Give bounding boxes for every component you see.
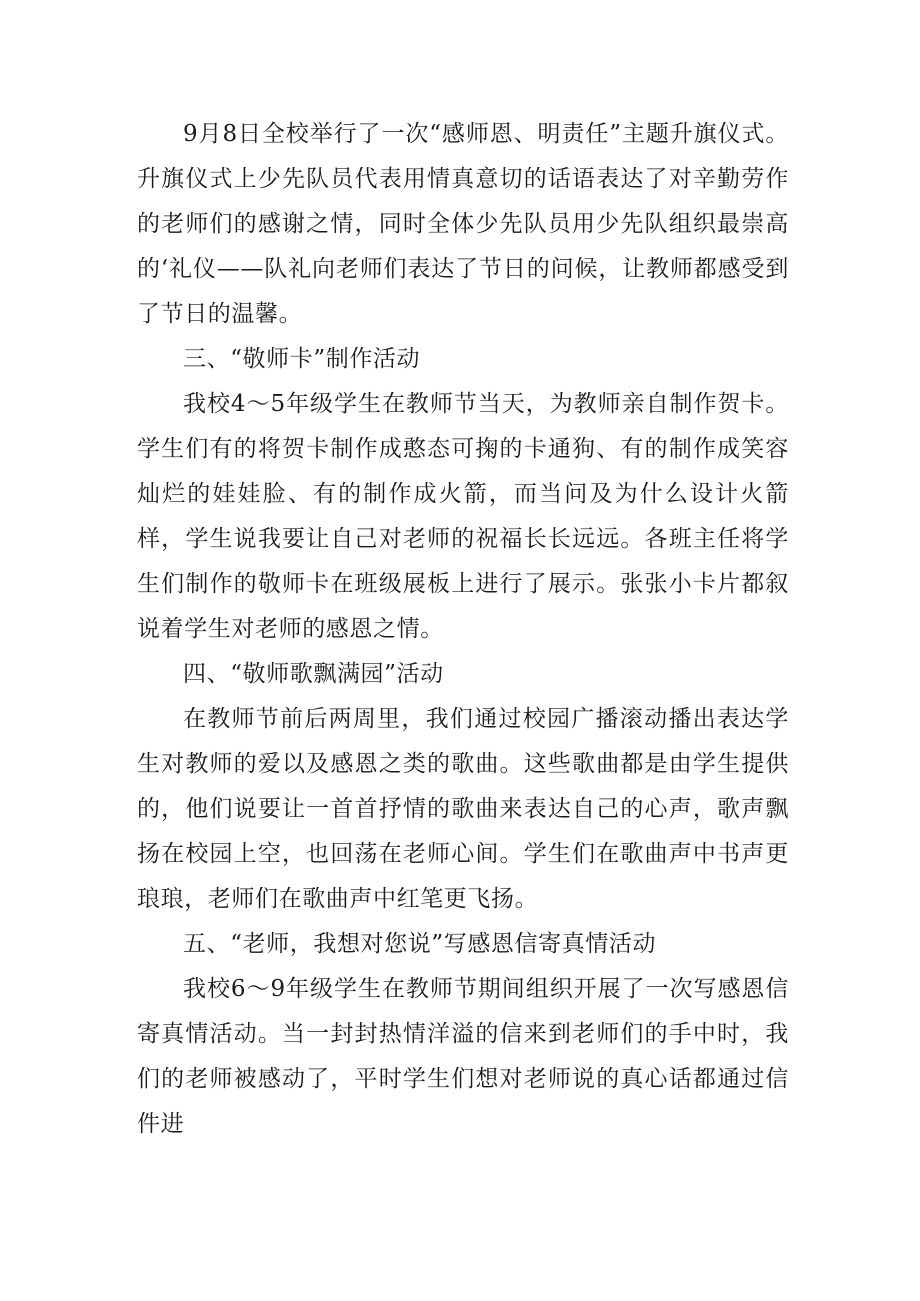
paragraph-thank-you-letters: 我校6～9年级学生在教师节期间组织开展了一次写感恩信寄真情活动。当一封封热情洋溢的信来到老师们的手中时，我们的老师被感动了，平时学生们想对老师说的真心话都通过信件进	[137, 976, 789, 1137]
paragraph-flag-raising: 9月8日全校举行了一次“感师恩、明责任”主题升旗仪式。升旗仪式上少先队员代表用情真意切的话语表达了对辛勤劳作的老师们的感谢之情，同时全体少先队员用少先队组织最崇高的‘礼仪——队礼向老师们表达了节日的问候，让教师都感受到了节日的温馨。	[137, 121, 789, 327]
paragraph-songs: 在教师节前后两周里，我们通过校园广播滚动播出表达学生对教师的爱以及感恩之类的歌曲。这些歌曲都是由学生提供的，他们说要让一首首抒情的歌曲来表达自己的心声，歌声飘扬在校园上空，也回荡在老师心间。学生们在歌曲声中书声更琅琅，老师们在歌曲声中红笔更飞扬。	[137, 706, 789, 912]
document-body	[137, 112, 789, 1147]
paragraph-teacher-cards: 我校4～5年级学生在教师节当天，为教师亲自制作贺卡。学生们有的将贺卡制作成憨态可掬的卡通狗、有的制作成笑容灿烂的娃娃脸、有的制作成火箭，而当问及为什么设计火箭样，学生说我要让自己对老师的祝福长长远远。各班主任将学生们制作的敬师卡在班级展板上进行了展示。张张小卡片都叙说着学生对老师的感恩之情。	[137, 391, 789, 642]
section-heading-5: 五、“老师，我想对您说”写感恩信寄真情活动	[183, 931, 657, 957]
section-heading-3: 三、“敬师卡”制作活动	[183, 346, 421, 372]
section-heading-4: 四、“敬师歌飘满园”活动	[183, 661, 444, 687]
